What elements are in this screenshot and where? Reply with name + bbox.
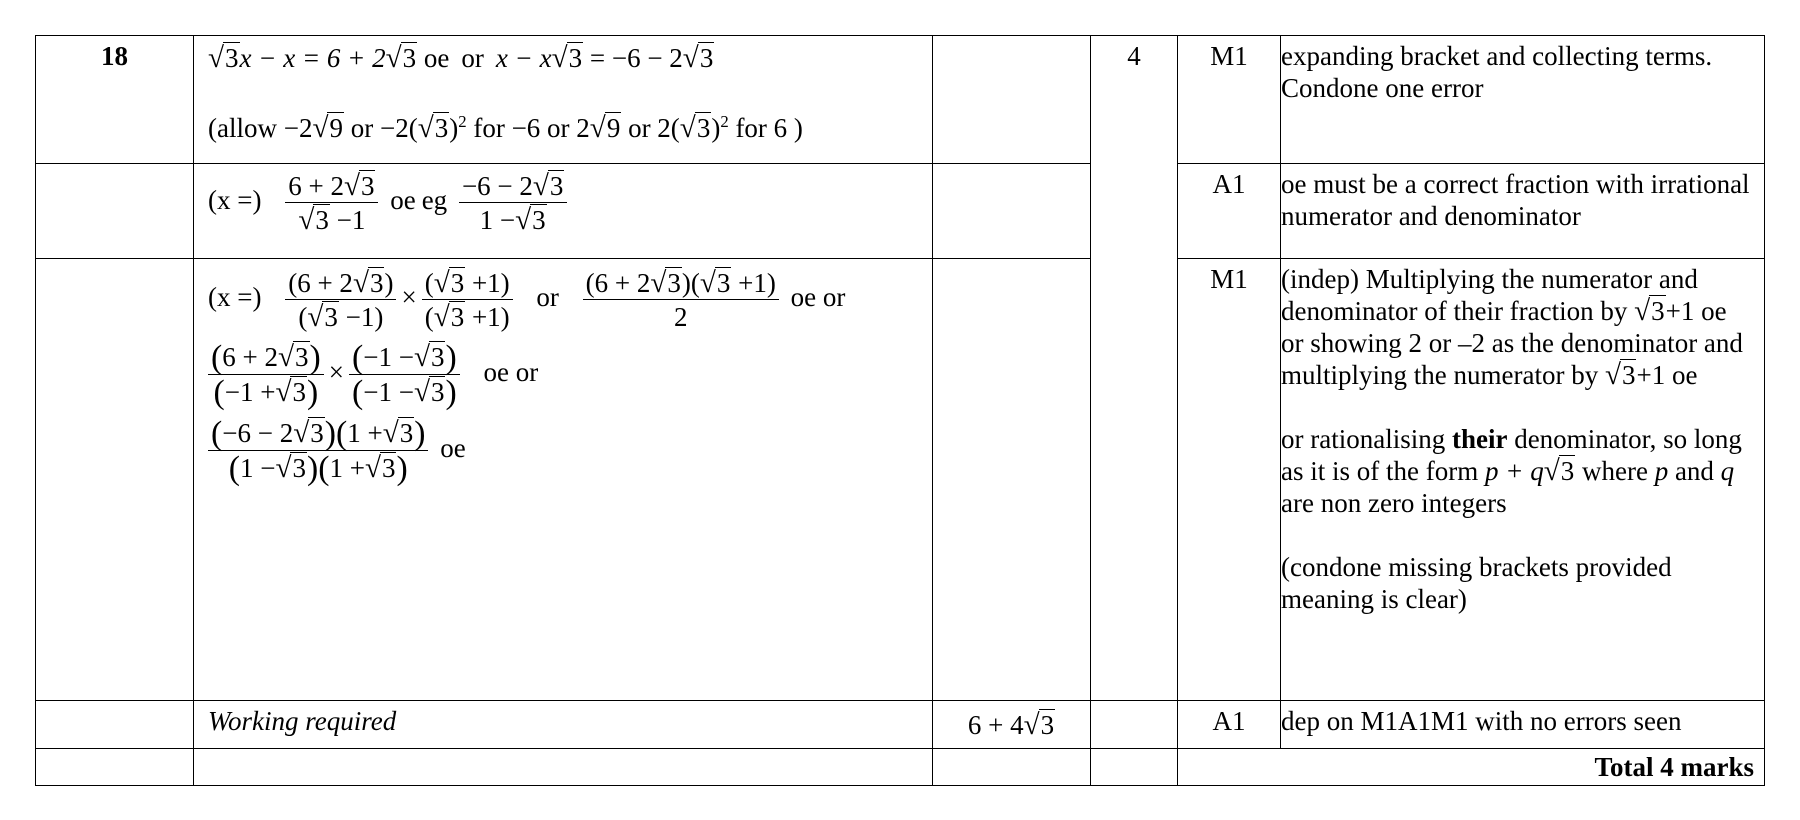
guidance-paragraph-2: or rationalising their denominator, so long as it is of the form p + q√3 where p and q are non zero integers [1281,424,1742,518]
mark-code: M1 [1178,259,1281,701]
working-cell-2 [194,164,933,259]
working-cell-3 [194,259,933,701]
table-row [36,164,1765,259]
mark-code: A1 [1178,164,1281,259]
answer-cell-2 [933,164,1091,259]
table-row [36,749,1765,786]
working-rationalise-2: $\frac{(6 + 2√3)}{(-1 +√3)}$ × $\frac{(-1 -√3)}{(-1 -√3)}$ oe or [208,341,922,409]
answer-cell-1 [933,36,1091,164]
table-row [36,259,1765,701]
guidance-text: expanding bracket and collecting terms. Condone one error [1281,36,1765,164]
working-rationalise-3: $\frac{(-6 - 2√3)(1 +√3)}{(1 -√3)(1 +√3)}$ oe [208,417,922,485]
question-number-empty [36,164,194,259]
empty-cell [1091,749,1178,786]
guidance-text [1281,259,1765,701]
guidance-paragraph-1: (indep) Multiplying the numerator and denominator of their fraction by √3+1 oe or showing 2 or –2 as the denominator and multiplying the numerator by √3+1 oe [1281,264,1743,391]
guidance-text: oe must be a correct fraction with irrational numerator and denominator [1281,164,1765,259]
mark-code: M1 [1178,36,1281,164]
answer-cell-3 [933,259,1091,701]
working-allowance: (allow −2√9 or $-2(√3)^2$ for −6 or 2√9 or $2(√3)^2$ for 6 ) [208,112,803,144]
marks-cell: 4 [1091,36,1178,701]
marks-cell-empty [1091,701,1178,749]
total-marks: Total 4 marks [1178,749,1765,786]
mark-scheme-table [35,35,1765,786]
working-equation: √3x − x = 6 + 2√3 oe or x − x√3 = −6 − 2√3 [208,42,714,74]
question-number: 18 [36,36,194,164]
empty-cell [933,749,1091,786]
guidance-text: dep on M1A1M1 with no errors seen [1281,701,1765,749]
final-answer: 6 + 4√3 [933,701,1091,749]
empty-cell [36,749,194,786]
working-fraction: (x =) $\frac{6 + 2√3}{√3 -1}$ oe eg $\frac{-6 - 2√3}{1 -√3}$ [208,170,922,236]
working-cell-1 [194,36,933,164]
table-row [36,701,1765,749]
question-number-empty [36,259,194,701]
empty-cell [194,749,933,786]
working-rationalise-1: (x =) $\frac{(6 + 2√3)}{(√3 -1)}$ × $\frac{(√3 +1)}{(√3 +1)}$ or $\frac{(6 + 2√3)(√3 +1)}{2}$ oe or [208,267,846,333]
working-required-note: Working required [194,701,933,749]
table-row [36,36,1765,164]
question-number-empty [36,701,194,749]
mark-code: A1 [1178,701,1281,749]
guidance-paragraph-3: (condone missing brackets provided meaning is clear) [1281,552,1672,614]
